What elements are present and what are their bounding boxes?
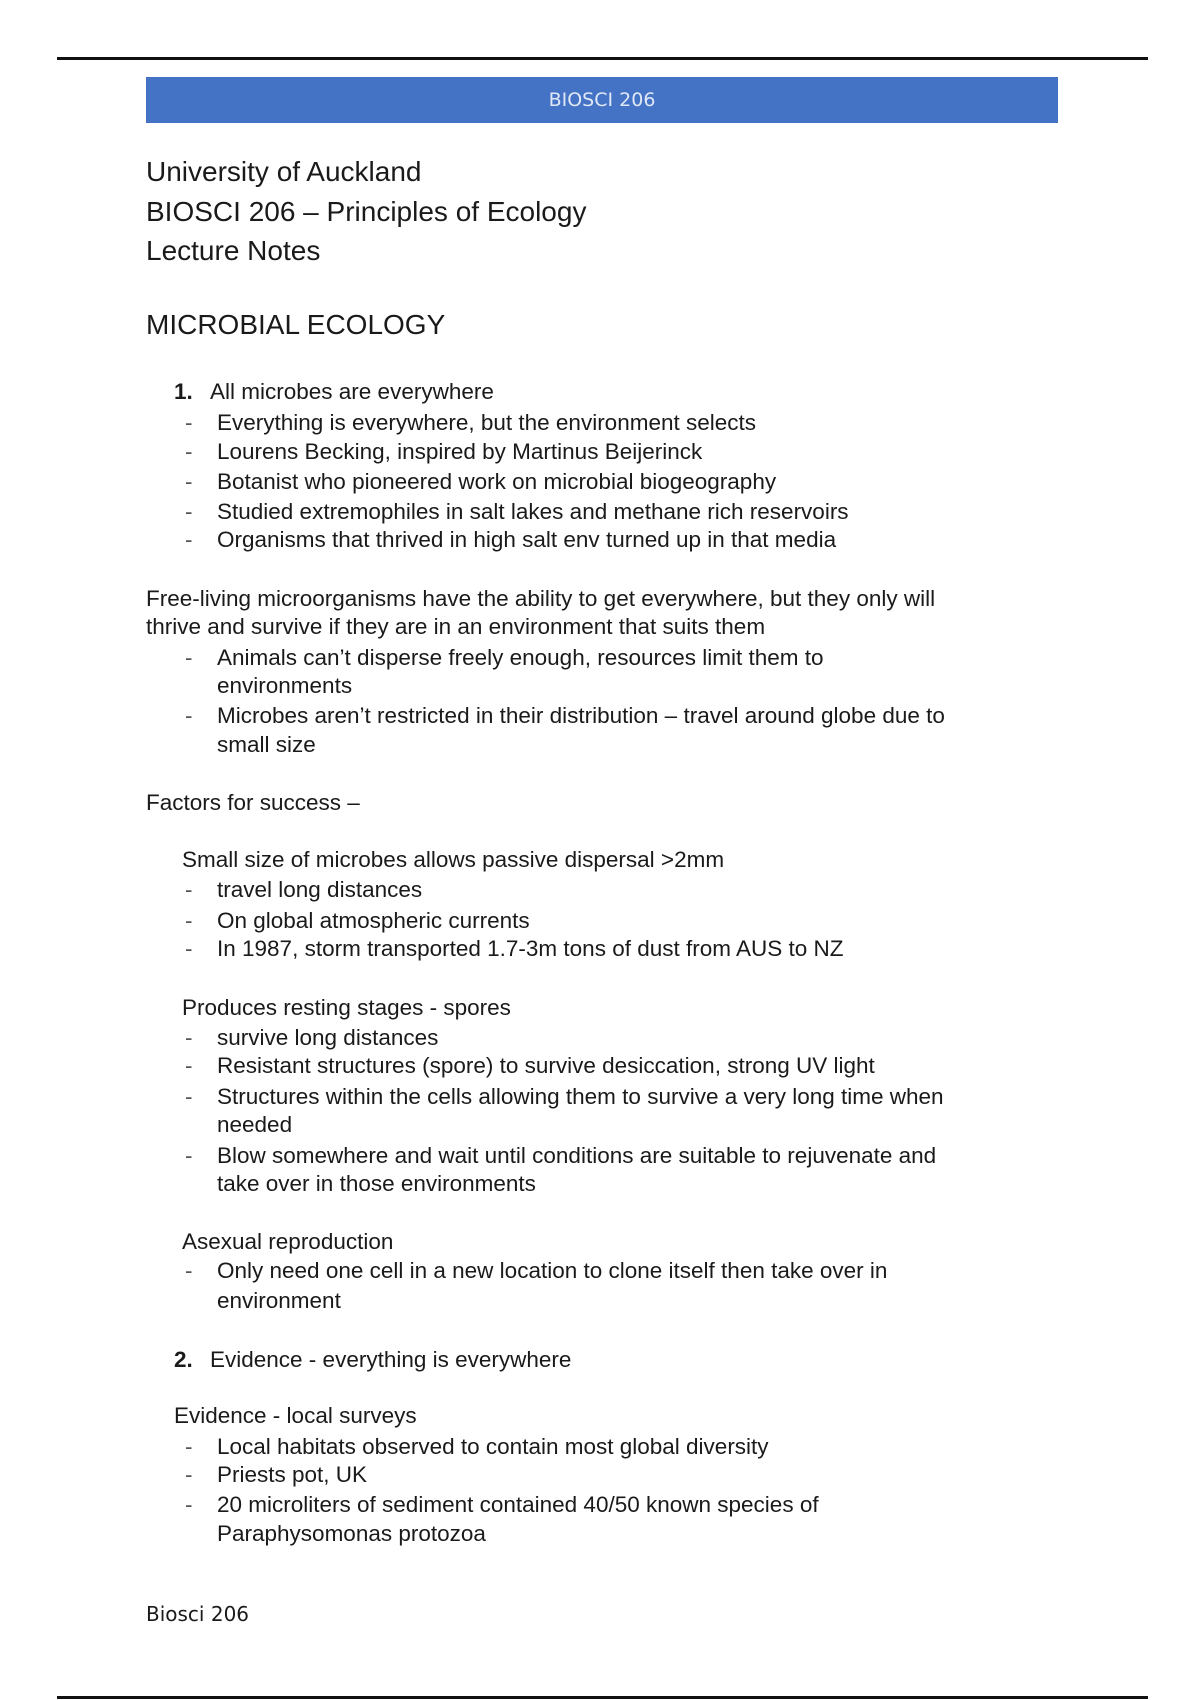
- header-banner: BIOSCI 206: [146, 77, 1058, 123]
- top-rule: [57, 57, 1148, 60]
- list-number: 1.: [174, 379, 193, 404]
- bullet-item: Priests pot, UK: [217, 1462, 368, 1487]
- text-line: Evidence - local surveys: [174, 1403, 417, 1428]
- bullet-dash-icon: -: [185, 469, 193, 494]
- bullet-dash-icon: -: [185, 877, 193, 902]
- page-footer: Biosci 206: [146, 1602, 250, 1626]
- bullet-dash-icon: -: [185, 703, 193, 728]
- bullet-item: Microbes aren’t restricted in their distribution – travel around globe due to: [217, 703, 945, 728]
- bullet-dash-icon: -: [185, 439, 193, 464]
- list-number: 2.: [174, 1347, 193, 1372]
- bullet-item: In 1987, storm transported 1.7-3m tons of dust from AUS to NZ: [217, 936, 844, 961]
- text-line: environments: [217, 673, 353, 698]
- numbered-heading: Evidence - everything is everywhere: [210, 1347, 572, 1372]
- bullet-item: 20 microliters of sediment contained 40/50 known species of: [217, 1492, 819, 1517]
- title-line-1: University of Auckland: [146, 156, 422, 187]
- bullet-dash-icon: -: [185, 1053, 193, 1078]
- section-title: MICROBIAL ECOLOGY: [146, 309, 446, 340]
- text-line: needed: [217, 1112, 293, 1137]
- bullet-dash-icon: -: [185, 1258, 193, 1283]
- bullet-item: Blow somewhere and wait until conditions are suitable to rejuvenate and: [217, 1143, 937, 1168]
- bullet-item: Resistant structures (spore) to survive desiccation, strong UV light: [217, 1053, 875, 1078]
- text-line: Asexual reproduction: [182, 1229, 394, 1254]
- bullet-dash-icon: -: [185, 1462, 193, 1487]
- bullet-dash-icon: -: [185, 499, 193, 524]
- bullet-dash-icon: -: [185, 1025, 193, 1050]
- bullet-item: Lourens Becking, inspired by Martinus Beijerinck: [217, 439, 703, 464]
- bullet-dash-icon: -: [185, 1434, 193, 1459]
- bullet-item: Local habitats observed to contain most global diversity: [217, 1434, 769, 1459]
- text-line: Free-living microorganisms have the ability to get everywhere, but they only will: [146, 586, 936, 611]
- text-line: Small size of microbes allows passive dispersal >2mm: [182, 847, 725, 872]
- bullet-dash-icon: -: [185, 1143, 193, 1168]
- bullet-item: On global atmospheric currents: [217, 908, 530, 933]
- bullet-item: Animals can’t disperse freely enough, resources limit them to: [217, 645, 824, 670]
- text-line: environment: [217, 1288, 341, 1313]
- bullet-dash-icon: -: [185, 1492, 193, 1517]
- bullet-dash-icon: -: [185, 527, 193, 552]
- text-line: Factors for success –: [146, 790, 360, 815]
- title-line-3: Lecture Notes: [146, 235, 321, 266]
- bottom-rule: [57, 1696, 1148, 1699]
- bullet-item: survive long distances: [217, 1025, 439, 1050]
- title-line-2: BIOSCI 206 – Principles of Ecology: [146, 196, 587, 227]
- bullet-item: Organisms that thrived in high salt env turned up in that media: [217, 527, 837, 552]
- bullet-dash-icon: -: [185, 645, 193, 670]
- bullet-item: Everything is everywhere, but the environment selects: [217, 410, 757, 435]
- text-line: thrive and survive if they are in an environment that suits them: [146, 614, 766, 639]
- text-line: take over in those environments: [217, 1171, 536, 1196]
- bullet-item: Structures within the cells allowing them to survive a very long time when: [217, 1084, 944, 1109]
- bullet-dash-icon: -: [185, 410, 193, 435]
- bullet-item: Only need one cell in a new location to clone itself then take over in: [217, 1258, 888, 1283]
- bullet-item: travel long distances: [217, 877, 423, 902]
- bullet-dash-icon: -: [185, 908, 193, 933]
- text-line: Paraphysomonas protozoa: [217, 1521, 486, 1546]
- bullet-dash-icon: -: [185, 1084, 193, 1109]
- text-line: Produces resting stages - spores: [182, 995, 511, 1020]
- bullet-item: Botanist who pioneered work on microbial biogeography: [217, 469, 777, 494]
- bullet-item: Studied extremophiles in salt lakes and methane rich reservoirs: [217, 499, 849, 524]
- bullet-dash-icon: -: [185, 936, 193, 961]
- numbered-heading: All microbes are everywhere: [210, 379, 494, 404]
- text-line: small size: [217, 732, 316, 757]
